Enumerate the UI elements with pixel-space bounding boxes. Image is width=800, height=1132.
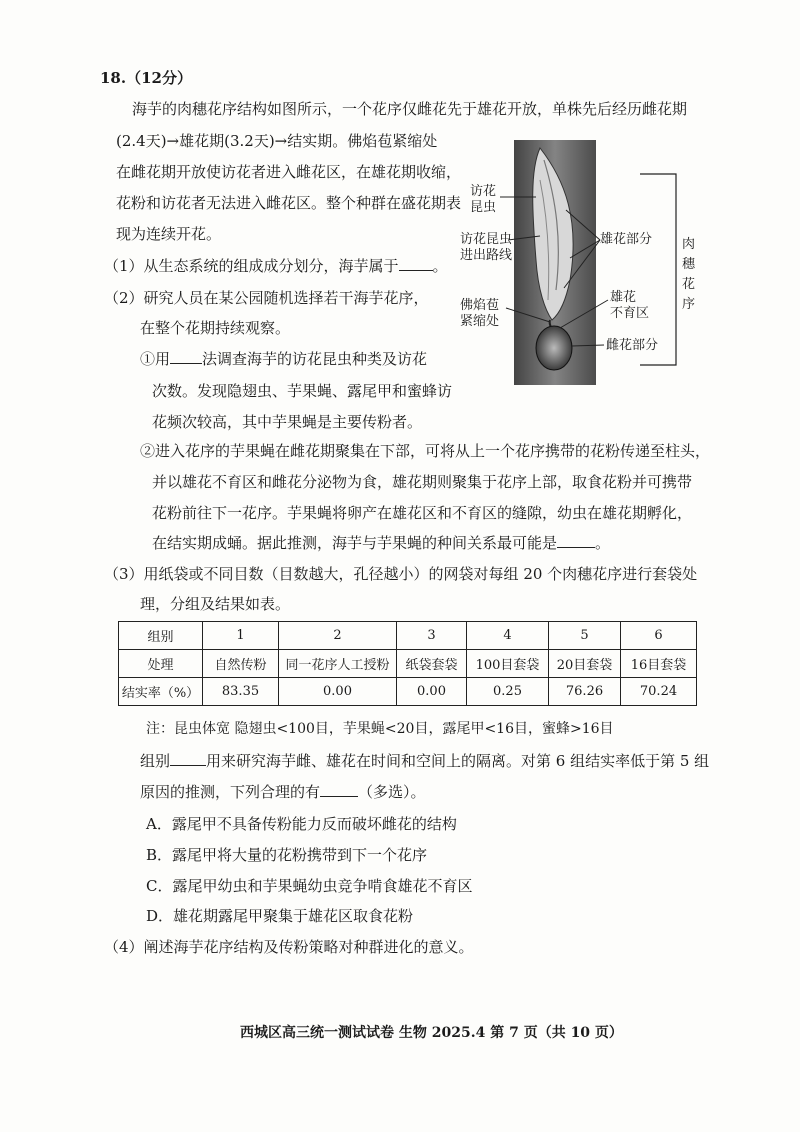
q2-sub2-line-1: ②进入花序的芋果蝇在雌花期聚集在下部，可将从上一个花序携带的花粉传递至柱头， — [140, 442, 711, 460]
table-cell: 100目套袋 — [467, 650, 549, 678]
q2-sub2-last: 在结实期成蛹。据此推测，海芋与芋果蝇的种间关系最可能是 — [152, 534, 558, 552]
table-cell: 0.25 — [467, 678, 549, 706]
q1-line — [104, 256, 448, 276]
table-header-row — [119, 622, 697, 650]
spadix-figure — [460, 140, 700, 390]
answer-blank-relation[interactable] — [557, 533, 595, 548]
table-row — [119, 650, 697, 678]
intro-line-1: 海芋的肉穗花序结构如图所示，一个花序仅雌花先于雄花开放，单株先后经历雌花期 — [132, 100, 688, 118]
q2-sub2-end: 。 — [595, 534, 611, 552]
table-cell: 20目套袋 — [549, 650, 621, 678]
label-female: 雌花部分 — [606, 338, 659, 353]
label-sterile: 雄花 不育区 — [610, 290, 650, 321]
table-cell: 2 — [279, 622, 397, 650]
table-cell: 0.00 — [279, 678, 397, 706]
q2-sub1-line-1 — [140, 349, 427, 369]
q2-sub1-prefix: ①用 — [140, 350, 171, 368]
table-cell: 自然传粉 — [203, 650, 279, 678]
answer-blank-multi[interactable] — [320, 782, 358, 797]
intro-line-2: (2.4天)→雄花期(3.2天)→结实期。佛焰苞紧缩处 — [116, 132, 438, 150]
table-cell: 结实率（%） — [119, 678, 203, 706]
table-cell: 1 — [203, 622, 279, 650]
table-cell: 组别 — [119, 622, 203, 650]
option-d: D．雄花期露尾甲聚集于雄花区取食花粉 — [146, 907, 414, 925]
table-cell: 纸袋套袋 — [397, 650, 467, 678]
table-cell: 6 — [621, 622, 697, 650]
q1-text: （1）从生态系统的组成成分划分，海芋属于 — [104, 257, 399, 275]
question-number: 18.（12分） — [100, 69, 192, 87]
table-cell: 3 — [397, 622, 467, 650]
q2-sub1-rest: 法调查海芋的访花昆虫种类及访花 — [202, 350, 428, 368]
q2-sub1-line-2: 次数。发现隐翅虫、芋果蝇、露尾甲和蜜蜂访 — [152, 382, 453, 400]
table-cell: 0.00 — [397, 678, 467, 706]
q2-line-1: （2）研究人员在某公园随机选择若干海芋花序， — [104, 289, 429, 307]
table-cell: 同一花序人工授粉 — [279, 650, 397, 678]
intro-line-3: 在雌花期开放使访花者进入雌花区，在雄花期收缩， — [116, 163, 462, 181]
label-insect: 访花 昆虫 — [470, 184, 497, 215]
label-path: 访花昆虫 进出路线 — [460, 232, 513, 263]
table-cell: 5 — [549, 622, 621, 650]
option-b: B．露尾甲将大量的花粉携带到下一个花序 — [146, 846, 428, 864]
table-cell: 16目套袋 — [621, 650, 697, 678]
page-footer: 西城区高三统一测试试卷 生物 2025.4 第 7 页（共 10 页） — [240, 1025, 623, 1041]
q3-line-a-prefix: 组别 — [140, 752, 171, 770]
q3-line-a-rest: 用来研究海芋雌、雄花在时间和空间上的隔离。对第 6 组结实率低于第 5 组 — [206, 752, 710, 770]
table-note: 注：昆虫体宽 隐翅虫<100目，芋果蝇<20目，露尾甲<16目，蜜蜂>16目 — [146, 721, 614, 737]
table-cell: 83.35 — [203, 678, 279, 706]
q2-line-2: 在整个花期持续观察。 — [140, 319, 291, 337]
table-cell: 70.24 — [621, 678, 697, 706]
q3-line-b-end: （多选）。 — [358, 783, 426, 801]
option-a: A．露尾甲不具备传粉能力反而破坏雌花的结构 — [146, 815, 457, 833]
q2-sub2-line-2: 并以雄花不育区和雌花分泌物为食，雄花期则聚集于花序上部，取食花粉并可携带 — [152, 473, 693, 491]
label-spadix: 肉 穗 花 序 — [682, 237, 696, 312]
q2-sub2-line-4 — [152, 533, 610, 553]
q3-line-1: （3）用纸袋或不同目数（目数越大，孔径越小）的网袋对每组 20 个肉穗花序进行套袋处 — [104, 565, 698, 583]
spadix-illustration — [470, 140, 700, 390]
label-spathe: 佛焰苞 紧缩处 — [460, 298, 500, 329]
table-cell: 4 — [467, 622, 549, 650]
table-cell: 处理 — [119, 650, 203, 678]
q3-line-b-text: 原因的推测，下列合理的有 — [140, 783, 321, 801]
q2-sub1-line-3: 花频次较高，其中芋果蝇是主要传粉者。 — [152, 413, 423, 431]
intro-line-4: 花粉和访花者无法进入雌花区。整个种群在盛花期表 — [116, 194, 462, 212]
q3-line-b — [140, 782, 426, 802]
q2-sub2-line-3: 花粉前往下一花序。芋果蝇将卵产在雄花区和不育区的缝隙，幼虫在雄花期孵化， — [152, 504, 693, 522]
q3-line-2: 理，分组及结果如表。 — [140, 595, 291, 613]
answer-blank-q1[interactable] — [399, 256, 433, 271]
table-cell: 76.26 — [549, 678, 621, 706]
q1-end: 。 — [432, 257, 448, 275]
answer-blank-group[interactable] — [170, 751, 206, 766]
table-row — [119, 678, 697, 706]
intro-line-5: 现为连续开花。 — [116, 225, 222, 243]
option-c: C．露尾甲幼虫和芋果蝇幼虫竞争啃食雄花不育区 — [146, 877, 473, 895]
label-male: 雄花部分 — [600, 232, 653, 247]
q3-line-a — [140, 751, 709, 771]
q4-line: （4）阐述海芋花序结构及传粉策略对种群进化的意义。 — [104, 938, 474, 956]
results-table — [118, 621, 697, 706]
answer-blank-method[interactable] — [170, 349, 202, 364]
